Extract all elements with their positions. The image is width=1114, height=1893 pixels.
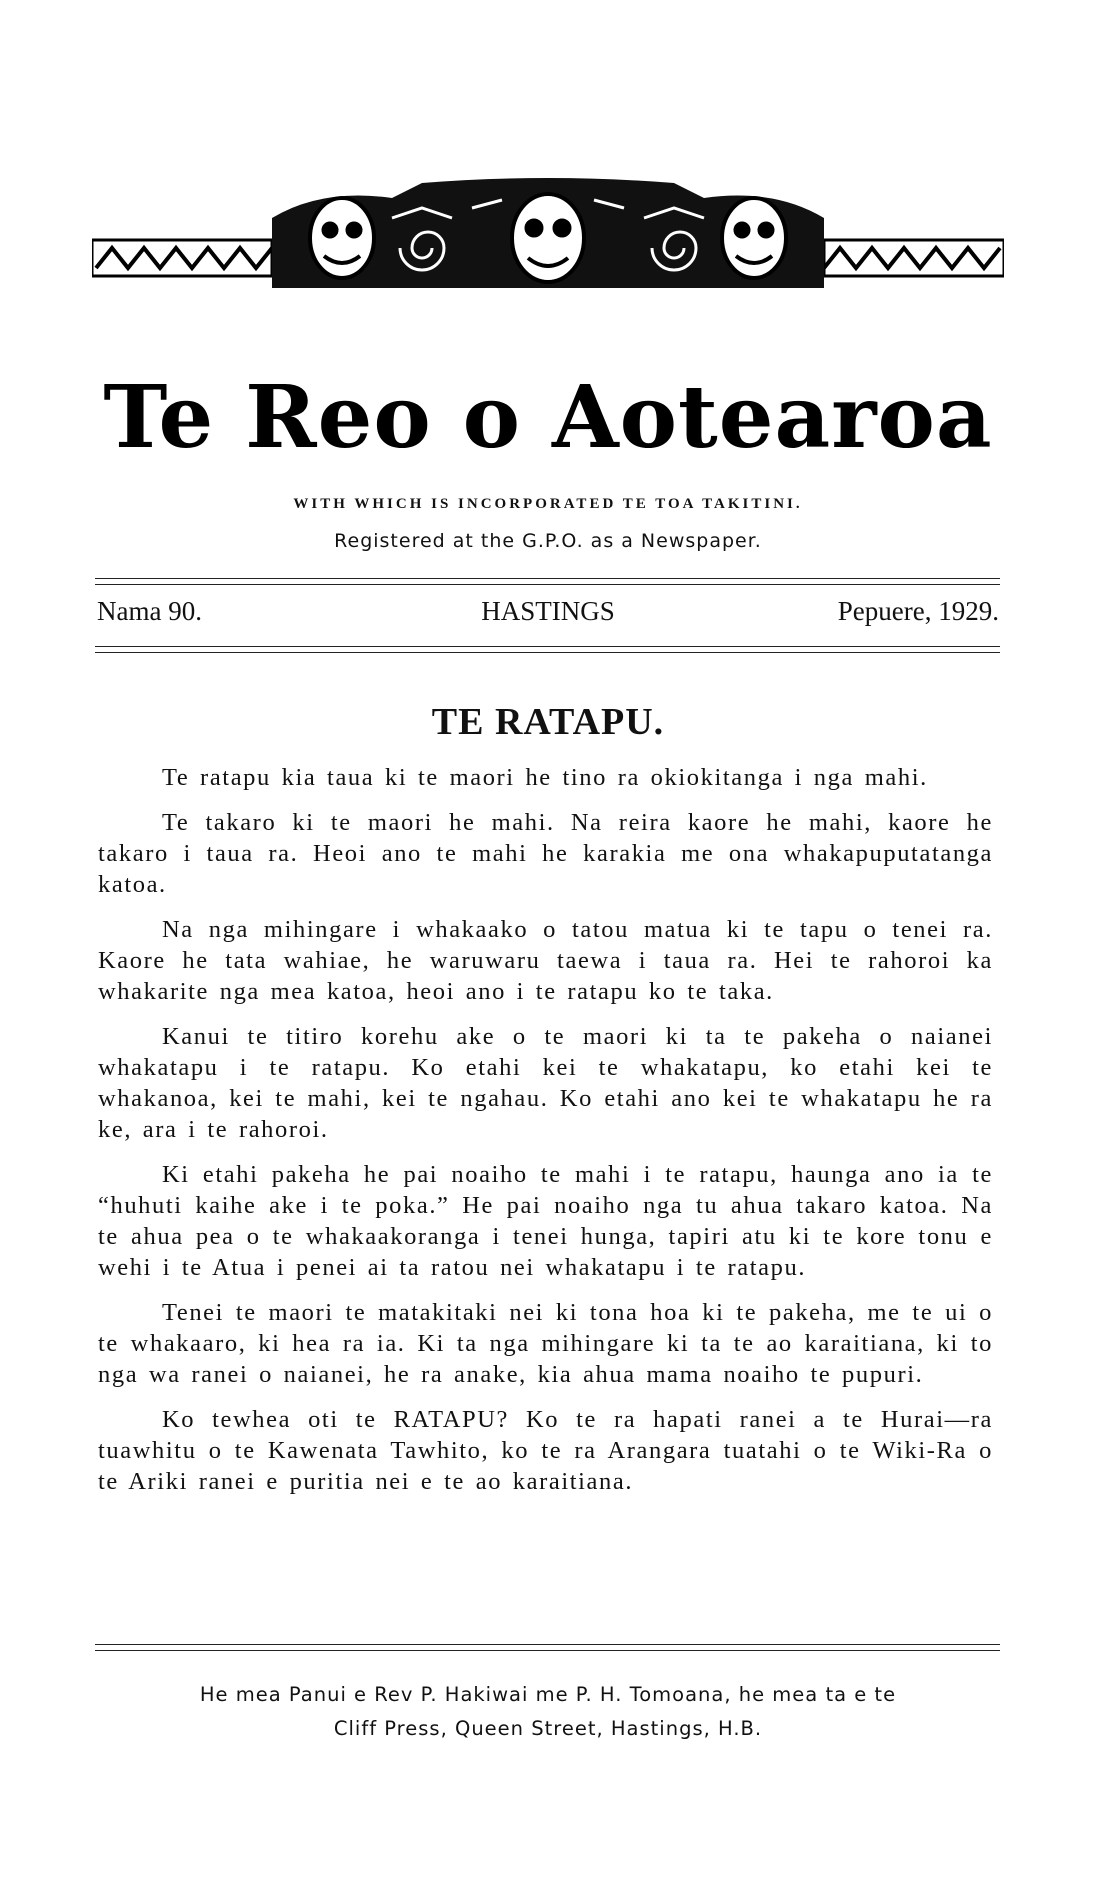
- article-paragraph: Te takaro ki te maori he mahi. Na reira kaore he mahi, kaore he takaro i taua ra. Heoi ano te mahi he karakia me ona whakapuputatanga katoa.: [98, 809, 993, 898]
- article-title: TE RATAPU.: [431, 701, 665, 743]
- carved-face-center: [512, 194, 584, 282]
- carved-eye-left-a: [322, 222, 338, 238]
- issue-date: Pepuere, 1929.: [837, 596, 999, 626]
- imprint-footer: [92, 1678, 1004, 1746]
- carved-face-right: [722, 198, 786, 278]
- registration-note: Registered at the G.P.O. as a Newspaper.: [334, 530, 762, 552]
- divider-mid-b: [95, 652, 1000, 653]
- masthead-subtitle: WITH WHICH IS INCORPORATED TE TOA TAKITINI.: [293, 496, 803, 512]
- divider-top-b: [95, 584, 1000, 585]
- carved-eye-left-b: [346, 222, 362, 238]
- carved-face-left: [310, 198, 374, 278]
- issue-number: Nama 90.: [97, 596, 202, 626]
- publication-place: HASTINGS: [481, 596, 615, 626]
- article-paragraph: Tenei te maori te matakitaki nei ki tona hoa ki te pakeha, me te ui o te whakaaro, ki hea ra ia. Ki ta nga mihingare ki ta te ao karaitiana, ki to nga wa ranei o naianei, he ra anake, kia ahua mama noaiho te pupuri.: [98, 1299, 993, 1388]
- carved-eye-center-b: [553, 219, 571, 237]
- carved-banner-ornament: [92, 178, 1004, 318]
- dateline: [97, 596, 999, 632]
- carved-eye-right-b: [758, 222, 774, 238]
- article-body: [98, 762, 993, 1511]
- carved-eye-right-a: [734, 222, 750, 238]
- article-paragraph: Ki etahi pakeha he pai noaiho te mahi i te ratapu, haunga ano ia te “huhuti kaihe ake i te poka.” He pai noaiho nga tu ahua takaro katoa. Na te ahua pea o te whakaakoranga i tenei hunga, tapiri atu ki te kore tonu e wehi i te Atua i penei ai ta ratou nei whakatapu i te ratapu.: [98, 1161, 993, 1281]
- divider-top-a: [95, 578, 1000, 579]
- banner-right-zigzag: [824, 248, 1000, 268]
- banner-left-zigzag: [96, 248, 272, 268]
- carved-eye-center-a: [525, 219, 543, 237]
- masthead-title: Te Reo o Aotearoa: [103, 367, 993, 468]
- article-paragraph: Te ratapu kia taua ki te maori he tino ra okiokitanga i nga mahi.: [162, 764, 928, 791]
- divider-bottom-b: [95, 1650, 1000, 1651]
- divider-mid-a: [95, 646, 1000, 647]
- article-paragraph: Na nga mihingare i whakaako o tatou matua ki te tapu o tenei ra. Kaore he tata wahiae, he waruwaru taewa i taua ra. Hei te rahoroi ka whakarite nga mea katoa, heoi ano i te ratapu ko te taka.: [98, 916, 993, 1005]
- article-paragraph: Kanui te titiro korehu ake o te maori ki ta te pakeha o naianei whakatapu i te ratapu. Ko etahi kei te whakatapu, ko etahi kei te whakanoa, kei te mahi, kei te ngahau. Ko etahi ano kei te whakatapu he ra ke, ara i te rahoroi.: [98, 1023, 993, 1143]
- divider-bottom-a: [95, 1644, 1000, 1645]
- imprint-line-2: Cliff Press, Queen Street, Hastings, H.B.: [333, 1717, 763, 1740]
- article-paragraph: Ko tewhea oti te RATAPU? Ko te ra hapati ranei a te Hurai—ra tuawhitu o te Kawenata Tawhito, ko te ra Arangara tuatahi o te Wiki-Ra o te Ariki ranei e puritia nei e te ao karaitiana.: [98, 1406, 993, 1495]
- imprint-line-1: He mea Panui e Rev P. Hakiwai me P. H. Tomoana, he mea ta e te: [199, 1683, 897, 1706]
